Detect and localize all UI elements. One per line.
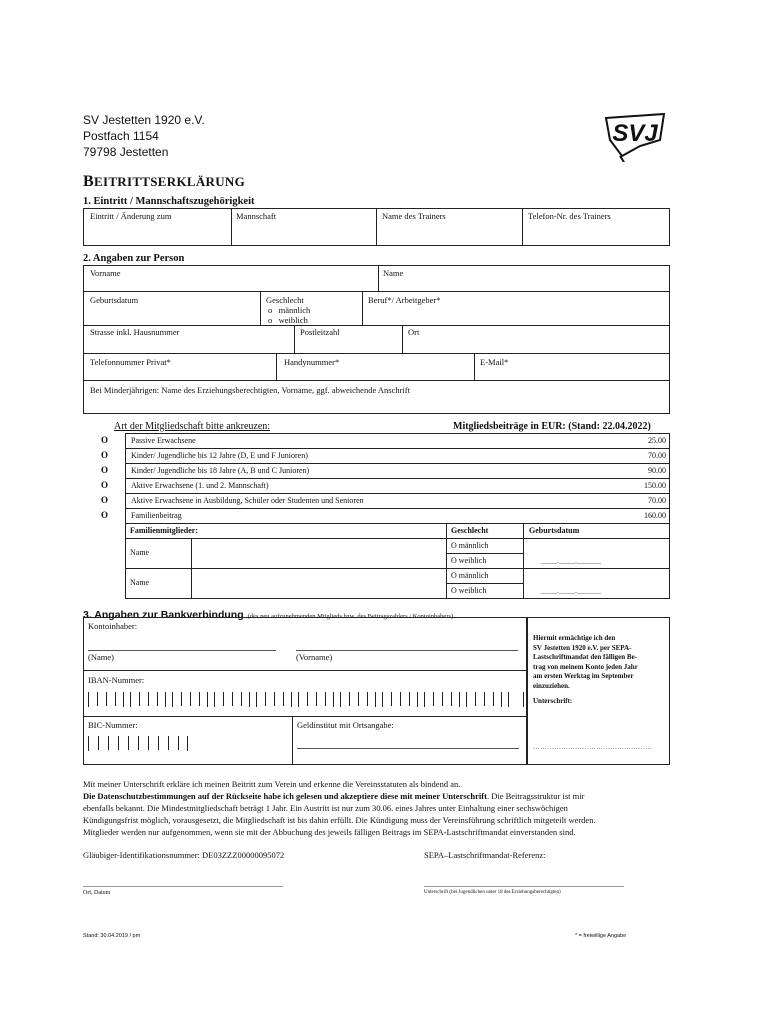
- address-line-2: Postfach 1154: [83, 129, 159, 143]
- geburtsdatum-header: Geburtsdatum: [529, 526, 580, 535]
- membership-fee: 70.00: [648, 496, 666, 505]
- geburtsdatum-field[interactable]: Geburtsdatum: [90, 295, 139, 305]
- divider: [442, 692, 443, 706]
- optional-note: * = freiwillige Angabe: [575, 933, 627, 939]
- divider: [276, 353, 277, 380]
- divider: [231, 209, 232, 245]
- bic-label: BIC-Nummer:: [88, 720, 138, 730]
- divider: [125, 463, 670, 464]
- iban-input[interactable]: [88, 692, 524, 710]
- vorname-field[interactable]: Vorname: [90, 268, 121, 278]
- membership-fee: 90.00: [648, 466, 666, 475]
- divider: [376, 209, 377, 245]
- bank-table: [83, 617, 670, 765]
- divider: [199, 692, 200, 706]
- divider: [402, 325, 403, 353]
- divider: [84, 325, 669, 326]
- family-gender-male[interactable]: O männlich: [451, 541, 489, 550]
- mandate-line: trag von meinem Konto jeden Jahr: [533, 662, 638, 671]
- address-line-3: 79798 Jestetten: [83, 145, 169, 159]
- document-version: Stand: 30.04.2019 / pm: [83, 933, 141, 939]
- divider: [125, 448, 670, 449]
- name-field[interactable]: Name: [383, 268, 404, 278]
- signature-field[interactable]: ……………………………………………: [533, 743, 652, 751]
- membership-checkbox[interactable]: O: [101, 510, 109, 520]
- divider: [97, 692, 98, 706]
- divider: [451, 692, 452, 706]
- section1-heading: 1. Eintritt / Mannschaftszugehörigkeit: [83, 196, 255, 207]
- divider: [190, 692, 191, 706]
- telefon-field[interactable]: Telefonnummer Privat*: [90, 357, 171, 367]
- divider: [362, 291, 363, 325]
- membership-checkbox[interactable]: O: [101, 495, 109, 505]
- divider: [669, 523, 670, 599]
- divider: [148, 692, 149, 706]
- title-rest: EITRITTSERKLÄRUNG: [93, 174, 246, 189]
- address-line-1: SV Jestetten 1920 e.V.: [83, 113, 205, 127]
- divider: [349, 692, 350, 706]
- kontoinhaber-label: Kontoinhaber:: [88, 621, 138, 631]
- statement-line: Mit meiner Unterschrift erkläre ich meinen Beitritt zum Verein und erkenne die Vereinsstatuten als bindend an.: [83, 779, 461, 789]
- divider: [522, 209, 523, 245]
- divider: [493, 692, 494, 706]
- divider: [115, 692, 116, 706]
- membership-checkbox[interactable]: O: [101, 450, 109, 460]
- membership-instruction: Art der Mitgliedschaft bitte ankreuzen:: [114, 421, 271, 432]
- divider: [265, 692, 266, 706]
- divider: [526, 618, 528, 764]
- logo-lettering: SVJ: [612, 120, 658, 147]
- membership-option-label: Aktive Erwachsene (1. und 2. Mannschaft): [131, 481, 269, 490]
- family-birthdate-field[interactable]: ____.____.______: [541, 556, 601, 565]
- divider: [474, 353, 475, 380]
- section3-subheading: (des neu aufzunehmenden Mitglieds bzw. des Beitragszahlers / Kontoinhabers): [247, 613, 454, 620]
- iban-label: IBAN-Nummer:: [88, 675, 145, 685]
- divider: [125, 508, 670, 509]
- radio-circle[interactable]: o: [268, 315, 273, 325]
- divider: [260, 291, 261, 325]
- section2-table: [83, 265, 670, 414]
- divider: [157, 692, 158, 706]
- membership-option-label: Passive Erwachsene: [131, 436, 196, 445]
- trainer-phone-field[interactable]: Telefon-Nr. des Trainers: [528, 211, 611, 221]
- divider: [84, 353, 669, 354]
- fees-header: Mitgliedsbeiträge in EUR: (Stand: 22.04.2022): [453, 421, 651, 432]
- divider: [125, 598, 670, 599]
- geschlecht-label: Geschlecht: [266, 295, 304, 305]
- divider: [139, 692, 140, 706]
- membership-checkbox[interactable]: O: [101, 435, 109, 445]
- family-gender-female[interactable]: O weiblich: [451, 586, 487, 595]
- divider: [108, 736, 109, 750]
- divider: [125, 523, 126, 599]
- divider: [232, 692, 233, 706]
- creditor-id: Gläubiger-Identifikationsnummer: DE03ZZZ00000095072: [83, 850, 285, 860]
- beruf-field[interactable]: Beruf*/ Arbeitgeber*: [368, 295, 441, 305]
- ort-field[interactable]: Ort: [408, 327, 420, 337]
- eintritt-field[interactable]: Eintritt / Änderung zum: [90, 211, 172, 221]
- divider: [106, 692, 107, 706]
- membership-fee: 160.00: [644, 511, 666, 520]
- divider: [125, 433, 670, 434]
- email-field[interactable]: E-Mail*: [480, 357, 509, 367]
- family-name-input[interactable]: [193, 539, 445, 567]
- section1-table: [83, 208, 670, 246]
- statement-line-2-rest: . Die Beitragsstruktur ist mir: [486, 791, 585, 801]
- mandate-reference: SEPA–Lastschriftmandat-Referenz:: [424, 850, 546, 860]
- divider: [307, 692, 308, 706]
- place-date-line[interactable]: [83, 886, 283, 887]
- gender-female-option[interactable]: [268, 315, 308, 325]
- divider: [84, 716, 526, 717]
- title-first-letter: B: [83, 173, 94, 190]
- family-birthdate-field[interactable]: ____.____.______: [541, 586, 601, 595]
- place-date-label: Ort, Datum: [83, 890, 111, 896]
- signature-note: Unterschrift (bei Jugendlichen unter 18 des Erziehungsberechtigten): [424, 890, 561, 895]
- section2-heading: 2. Angaben zur Person: [83, 253, 185, 264]
- iban-group[interactable]: [508, 692, 524, 707]
- name-line[interactable]: [88, 650, 276, 651]
- mandate-line: Hiermit ermächtige ich den: [533, 634, 616, 642]
- divider: [409, 692, 410, 706]
- mandate-line: am ersten Werktag im September: [533, 672, 634, 680]
- statement-line: Mitglieder werden nur aufgenommen, wenn sie mit der Abbuchung des jeweils fälligen Beitrags im SEPA-Lastschriftmandat einverstanden sind.: [83, 827, 576, 837]
- divider: [181, 692, 182, 706]
- gender-male-label: männlich: [278, 305, 311, 315]
- family-gender-male[interactable]: O männlich: [451, 571, 489, 580]
- divider: [168, 736, 169, 750]
- divider: [125, 493, 670, 494]
- family-name-label: Name: [130, 578, 150, 587]
- geschlecht-header: Geschlecht: [451, 526, 489, 535]
- vorname-line[interactable]: [296, 650, 518, 651]
- bic-input[interactable]: [88, 736, 288, 754]
- membership-fee: 25.00: [648, 436, 666, 445]
- divider: [84, 291, 669, 292]
- membership-option-label: Kinder/ Jugendliche bis 18 Jahre (A, B und C Junioren): [131, 466, 310, 475]
- divider: [283, 692, 284, 706]
- page-title: [83, 173, 245, 191]
- family-members-table: [125, 523, 670, 599]
- family-header: Familienmitglieder:: [130, 526, 198, 535]
- signature-label: Unterschrift:: [533, 697, 573, 705]
- membership-fee: 150.00: [644, 481, 666, 490]
- divider: [391, 692, 392, 706]
- divider: [125, 478, 670, 479]
- divider: [178, 736, 179, 750]
- divider: [400, 692, 401, 706]
- geldinstitut-line[interactable]: [297, 748, 519, 749]
- family-gender-female[interactable]: O weiblich: [451, 556, 487, 565]
- vorname-caption: (Vorname): [296, 652, 333, 662]
- divider: [241, 692, 242, 706]
- handy-field[interactable]: Handynummer*: [284, 357, 340, 367]
- membership-checkbox[interactable]: O: [101, 465, 109, 475]
- name-caption: (Name): [88, 652, 114, 662]
- gender-male-option[interactable]: [268, 305, 310, 315]
- family-name-input[interactable]: [193, 569, 445, 597]
- statement-line-2: [83, 790, 683, 802]
- divider: [316, 692, 317, 706]
- divider: [446, 523, 447, 599]
- strasse-field[interactable]: Strasse inkl. Hausnummer: [90, 327, 180, 337]
- statement-line: Kündigungsfrist möglich, vorausgesetzt, die Mitgliedschaft ist bis dahin erfüllt. Die Kündigung muss der Vereinsführung schriftlich mitgeteilt werden.: [83, 815, 596, 825]
- divider: [292, 716, 293, 764]
- divider: [118, 736, 119, 750]
- statement-line: ebenfalls bekannt. Die Mindestmitgliedschaft beträgt 1 Jahr. Ein Austritt ist nur zum 30.06. eines Jahres unter Einhaltung einer sechswöchigen: [83, 803, 568, 813]
- membership-option-label: Familienbeitrag: [131, 511, 182, 520]
- signature-line[interactable]: [424, 886, 624, 887]
- club-address: [83, 112, 205, 160]
- divider: [358, 692, 359, 706]
- gender-female-label: weiblich: [278, 315, 308, 325]
- guardian-field[interactable]: Bei Minderjährigen: Name des Erziehungsberechtigten, Vorname, ggf. abweichende Anschrift: [90, 385, 410, 395]
- divider: [148, 736, 149, 750]
- divider: [446, 583, 524, 584]
- mandate-line: SV Jestetten 1920 e.V. per SEPA-: [533, 643, 632, 652]
- membership-option-label: Kinder/ Jugendliche bis 12 Jahre (D, E und F Junioren): [131, 451, 308, 460]
- trainer-name-field[interactable]: Name des Trainers: [382, 211, 446, 221]
- divider: [484, 692, 485, 706]
- privacy-statement: Die Datenschutzbestimmungen auf der Rückseite habe ich gelesen und akzeptiere diese mit meiner Unterschrift: [83, 791, 487, 801]
- radio-circle[interactable]: o: [268, 305, 273, 315]
- plz-field[interactable]: Postleitzahl: [300, 327, 340, 337]
- mannschaft-field[interactable]: Mannschaft: [236, 211, 277, 221]
- geldinstitut-label: Geldinstitut mit Ortsangabe:: [297, 720, 394, 730]
- divider: [223, 692, 224, 706]
- statement: [83, 778, 683, 838]
- club-logo: [600, 110, 670, 162]
- divider: [433, 692, 434, 706]
- membership-table: [83, 433, 670, 523]
- mandate-line: einzuziehen.: [533, 681, 570, 690]
- membership-option-label: Aktive Erwachsene in Ausbildung, Schüler oder Studenten und Senioren: [131, 496, 364, 505]
- divider: [294, 325, 295, 353]
- divider: [158, 736, 159, 750]
- divider: [378, 266, 379, 291]
- divider: [446, 553, 524, 554]
- section3-heading: 3. Angaben zur Bankverbindung: [83, 609, 244, 621]
- membership-checkbox[interactable]: O: [101, 480, 109, 490]
- divider: [475, 692, 476, 706]
- divider: [325, 692, 326, 706]
- divider: [84, 380, 669, 381]
- divider: [138, 736, 139, 750]
- sepa-mandate-text: [533, 634, 638, 691]
- divider: [98, 736, 99, 750]
- mandate-line: Lastschriftmandat den fälligen Be-: [533, 653, 638, 661]
- divider: [274, 692, 275, 706]
- divider: [84, 670, 526, 671]
- membership-fee: 70.00: [648, 451, 666, 460]
- divider: [523, 523, 524, 599]
- divider: [128, 736, 129, 750]
- family-name-label: Name: [130, 548, 150, 557]
- divider: [367, 692, 368, 706]
